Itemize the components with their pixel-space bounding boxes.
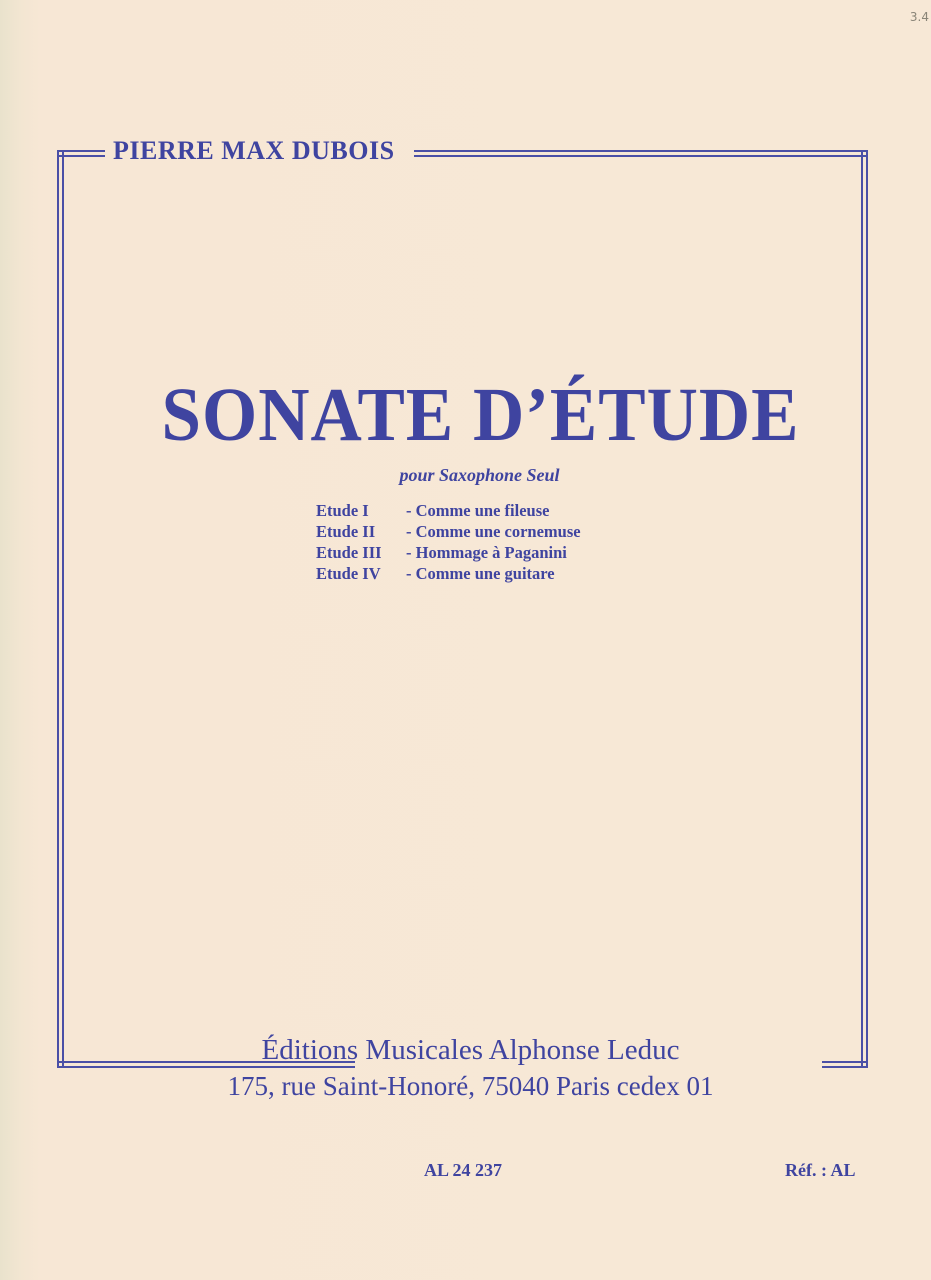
pencil-note: 3.4 [909,10,929,24]
etude-name: - Comme une guitare [406,564,555,583]
etude-number: Etude II [316,522,376,541]
etude-name: - Hommage à Paganini [406,543,567,562]
frame-top-left [57,150,105,157]
composer-name: PIERRE MAX DUBOIS [113,136,395,165]
frame-left [57,150,64,1068]
etude-number: Etude I [316,501,369,520]
etude-item [316,542,581,563]
publisher-address: 175, rue Saint-Honoré, 75040 Paris cedex 01 [227,1071,714,1101]
work-subtitle: pour Saxophone Seul [399,465,560,485]
catalog-number: AL 24 237 [424,1160,503,1180]
etude-item [316,500,581,521]
frame-right [861,150,868,1068]
publisher-name: Éditions Musicales Alphonse Leduc [261,1034,680,1066]
etude-number: Etude III [316,543,382,562]
etude-item [316,563,581,584]
work-title: SONATE D’ÉTUDE [161,372,800,458]
etude-item [316,521,581,542]
etude-number: Etude IV [316,564,381,583]
etude-name: - Comme une fileuse [406,501,550,520]
reference-code: Réf. : AL [785,1160,856,1180]
etude-name: - Comme une cornemuse [406,522,581,541]
frame-top-right [414,150,868,157]
etude-list [316,500,581,584]
